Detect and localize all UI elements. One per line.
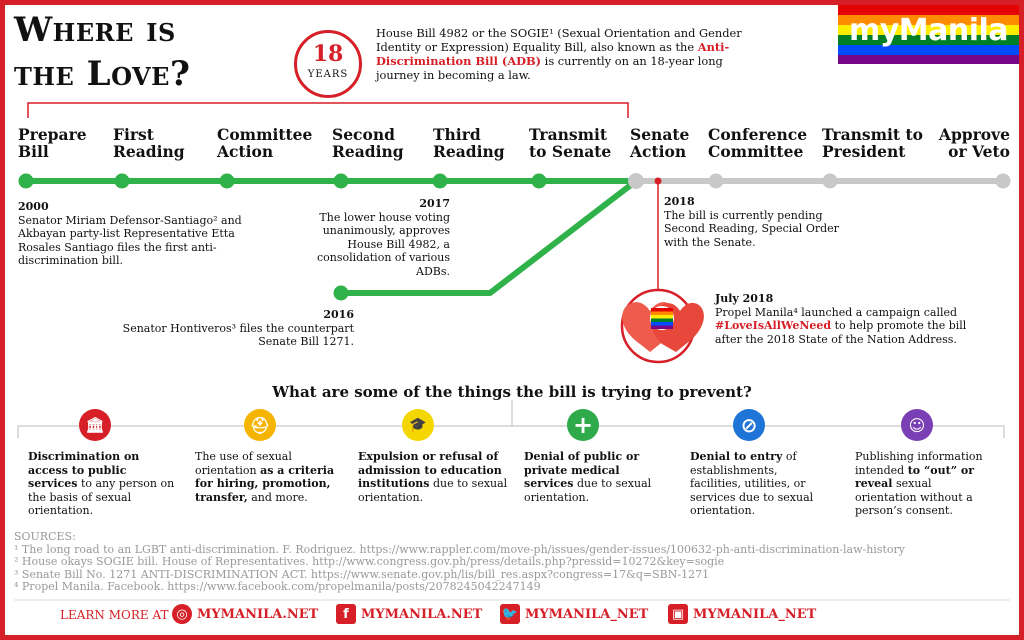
section-question: What are some of the things the bill is trying to prevent?: [272, 383, 752, 401]
badge-number: 18: [312, 41, 344, 67]
instagram-link[interactable]: ▣ MYMANILA_NET: [668, 604, 816, 624]
mymanila-logo[interactable]: myManila: [838, 5, 1019, 64]
stage-prepare-bill: Prepare Bill: [18, 125, 87, 161]
event-2016: 2016 Senator Hontiveros³ files the counterpart Senate Bill 1271.: [122, 308, 354, 348]
event-2017: 2017 The lower house voting unanimously, approves House Bill 4982, a consolidation of various ADBs.: [316, 197, 450, 278]
stage-second-reading: Second Reading: [332, 125, 404, 161]
node-committee: [220, 174, 235, 189]
node-conference: [709, 174, 724, 189]
badge-unit: YEARS: [307, 69, 349, 80]
prevent-education: Expulsion or refusal of admission to education institutions due to sexual orientation.: [358, 450, 508, 504]
page-title: Where is the Love?: [14, 10, 191, 94]
silence-icon: ☺: [901, 409, 933, 441]
source-1[interactable]: ¹ The long road to an LGBT anti-discrimination. F. Rodriguez. https://www.rappler.com/move-ph/issues/gender-issues/100632-ph-anti-discrimination-law-history: [14, 542, 905, 556]
twitter-icon: 🐦: [500, 604, 520, 624]
facebook-icon: f: [336, 604, 356, 624]
prevent-public-services: Discrimination on access to public services to any person on the basis of sexual orientation.: [28, 450, 175, 517]
stage-approve-veto: Approve or Veto: [938, 125, 1010, 161]
event-2000: 2000 Senator Miriam Defensor-Santiago² and Akbayan party-list Representative Etta Rosales Santiago files the first anti-discrimination bill.: [18, 200, 242, 267]
stage-first-reading: First Reading: [113, 125, 185, 161]
stage-transmit-senate: Transmit to Senate: [529, 125, 612, 161]
no-entry-icon: ⊘: [733, 409, 765, 441]
intro-text: House Bill 4982 or the SOGIE¹ (Sexual Orientation and Gender Identity or Expression) Equality Bill, also known as the Anti-Discrimination Bill (ADB) is currently on an 18-year long journey in becoming a law.: [376, 26, 742, 82]
learn-more-label: LEARN MORE AT: [60, 608, 169, 622]
website-link[interactable]: ◎ MYMANILA.NET: [172, 604, 318, 624]
node-second-reading: [334, 174, 349, 189]
node-transmit-senate: [532, 174, 547, 189]
twitter-link[interactable]: 🐦 MYMANILA_NET: [500, 604, 648, 624]
instagram-icon: ▣: [668, 604, 688, 624]
source-3[interactable]: ³ Senate Bill No. 1271 ANTI-DISCRIMINATION ACT. https://www.senate.gov.ph/lis/bill_res.aspx?congress=17&q=SBN-1271: [14, 567, 710, 581]
prevent-medical: Denial of public or private medical services due to sexual orientation.: [524, 450, 652, 504]
node-prepare: [19, 174, 34, 189]
node-first-reading: [115, 174, 130, 189]
stage-senate-action: Senate Action: [630, 125, 690, 161]
node-2016: [334, 286, 349, 301]
event-july-2018: July 2018 Propel Manila⁴ launched a campaign called #LoveIsAllWeNeed to help promote the bill after the 2018 State of the Nation Address.: [715, 292, 967, 346]
stage-committee-action: Committee Action: [217, 125, 313, 161]
node-approve: [996, 174, 1011, 189]
campaign-hashtag: #LoveIsAllWeNeed: [715, 319, 832, 332]
prevent-entry: Denial to entry of establishments, facilities, utilities, or services due to sexual orientation.: [690, 450, 814, 517]
source-4[interactable]: ⁴ Propel Manila. Facebook. https://www.facebook.com/propelmanila/posts/2078245042247149: [14, 580, 541, 593]
hearts-icon: [622, 290, 704, 362]
years-bracket: [28, 103, 628, 118]
node-president: [823, 174, 838, 189]
years-badge: [294, 30, 362, 98]
prevent-outing: Publishing information intended to “out” or reveal sexual orientation without a person’s consent.: [855, 450, 983, 517]
prevent-employment: The use of sexual orientation as a criteria for hiring, promotion, transfer, and more.: [195, 450, 335, 504]
sources-list: SOURCES: ¹ The long road to an LGBT anti-discrimination. F. Rodriguez. https://www.rappler.com/move-ph/issues/gender-issues/100632-ph-anti-discrimination-law-history ² House okays SOGIE bill. House of Representatives. http://www.congress.gov.ph/press/details.php?pressid=10272&key=sogie ³ Senate Bill No. 1271 ANTI-DISCRIMINATION ACT. https://www.senate.gov.ph/lis/bill_res.aspx?congress=17&q=SBN-1271 ⁴ Propel Manila. Facebook. https://www.facebook.com/propelmanila/posts/2078245042247149: [14, 530, 905, 593]
globe-icon: ◎: [172, 604, 192, 624]
node-current: [655, 178, 662, 185]
prevent-bracket: [18, 426, 1004, 438]
node-senate-action: [628, 173, 644, 189]
hardhat-icon: ⛑: [244, 409, 276, 441]
stage-third-reading: Third Reading: [433, 125, 505, 161]
facebook-link[interactable]: f MYMANILA.NET: [336, 604, 482, 624]
building-icon: 🏛: [79, 409, 111, 441]
adb-highlight: Anti-Discrimination Bill (ADB): [376, 40, 730, 68]
stage-conference-committee: Conference Committee: [708, 125, 808, 161]
node-third-reading: [433, 174, 448, 189]
event-2018: 2018 The bill is currently pending Second Reading, Special Order with the Senate.: [664, 195, 839, 249]
medical-cross-icon: +: [567, 409, 599, 441]
source-2[interactable]: ² House okays SOGIE bill. House of Representatives. http://www.congress.gov.ph/press/details.php?pressid=10272&key=sogie: [14, 555, 725, 568]
stage-transmit-president: Transmit to President: [822, 125, 923, 161]
graduation-cap-icon: 🎓: [402, 409, 434, 441]
